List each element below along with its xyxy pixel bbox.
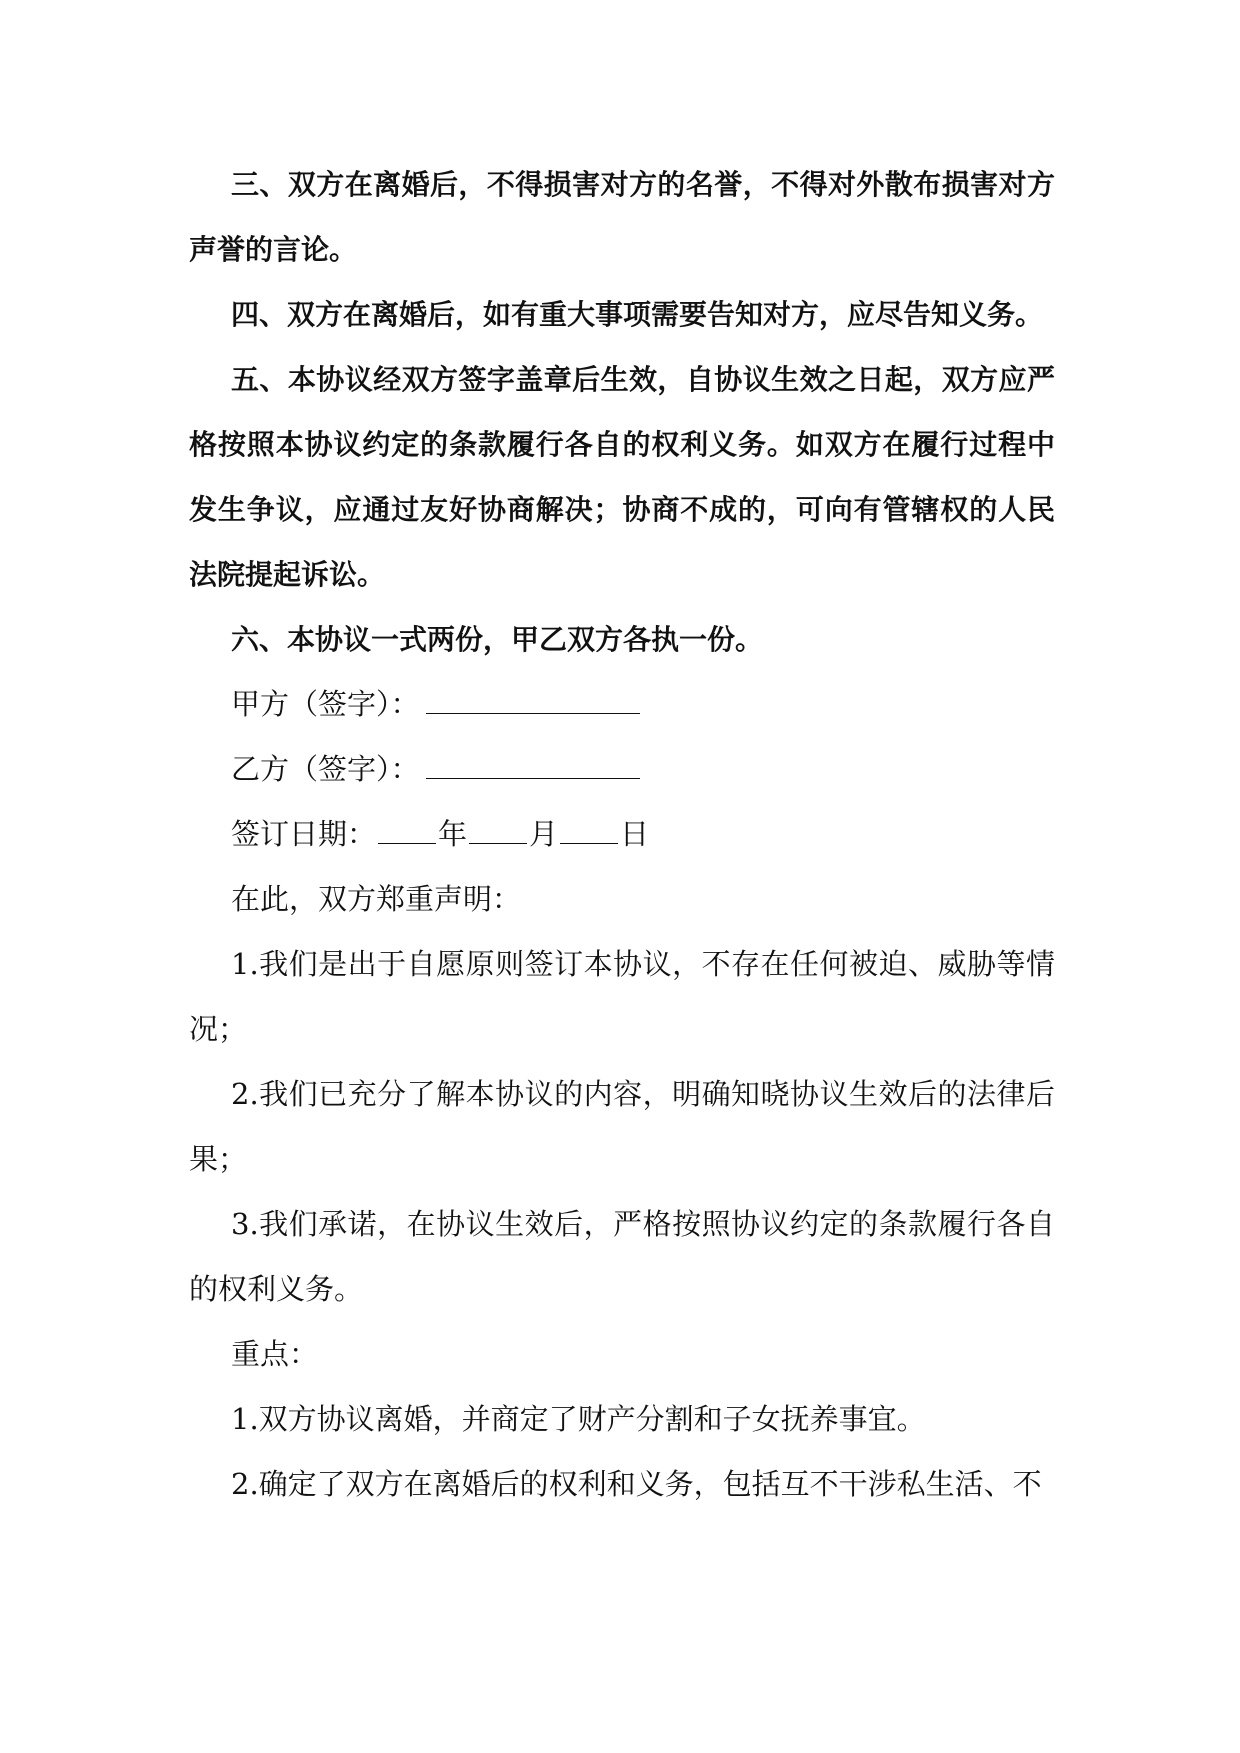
party-a-signature-row [189,672,1055,737]
article-five: 五、本协议经双方签字盖章后生效，自协议生效之日起，双方应严格按照本协议约定的条款履行各自的权利义务。如双方在履行过程中发生争议，应通过友好协商解决；协商不成的，可向有管辖权的人民法院提起诉讼。 [189,363,1055,591]
month-label: 月 [529,817,559,851]
declaration-item: 2.我们已充分了解本协议的内容，明确知晓协议生效后的法律后果； [189,1077,1055,1176]
declaration-intro: 在此，双方郑重声明： [231,882,522,916]
article-four: 四、双方在离婚后，如有重大事项需要告知对方，应尽告知义务。 [231,298,1044,331]
declaration-item: 1.我们是出于自愿原则签订本协议，不存在任何被迫、威胁等情况； [189,947,1055,1046]
declaration-item: 3.我们承诺，在协议生效后，严格按照协议约定的条款履行各自的权利义务。 [189,1207,1055,1306]
article-three: 三、双方在离婚后，不得损害对方的名誉，不得对外散布损害对方声誉的言论。 [189,168,1055,266]
party-b-signature-row [189,737,1055,802]
party-b-signature-label: 乙方（签字）： [231,752,420,786]
key-points-heading: 重点： [231,1337,319,1371]
key-point-item: 1.双方协议离婚，并商定了财产分割和子女抚养事宜。 [231,1402,926,1436]
party-a-signature-label: 甲方（签字）： [231,687,420,721]
party-b-signature-blank [426,756,640,779]
signing-date-row [189,802,1055,867]
day-label: 日 [620,817,650,851]
year-label: 年 [438,817,468,851]
month-blank [469,821,527,844]
key-point-item: 2.确定了双方在离婚后的权利和义务，包括互不干涉私生活、不 [231,1467,1042,1501]
article-six: 六、本协议一式两份，甲乙双方各执一份。 [231,623,764,656]
document-body [189,152,1055,1517]
day-blank [560,821,618,844]
signing-date-label: 签订日期： [231,817,377,851]
party-a-signature-blank [426,691,640,714]
year-blank [378,821,436,844]
